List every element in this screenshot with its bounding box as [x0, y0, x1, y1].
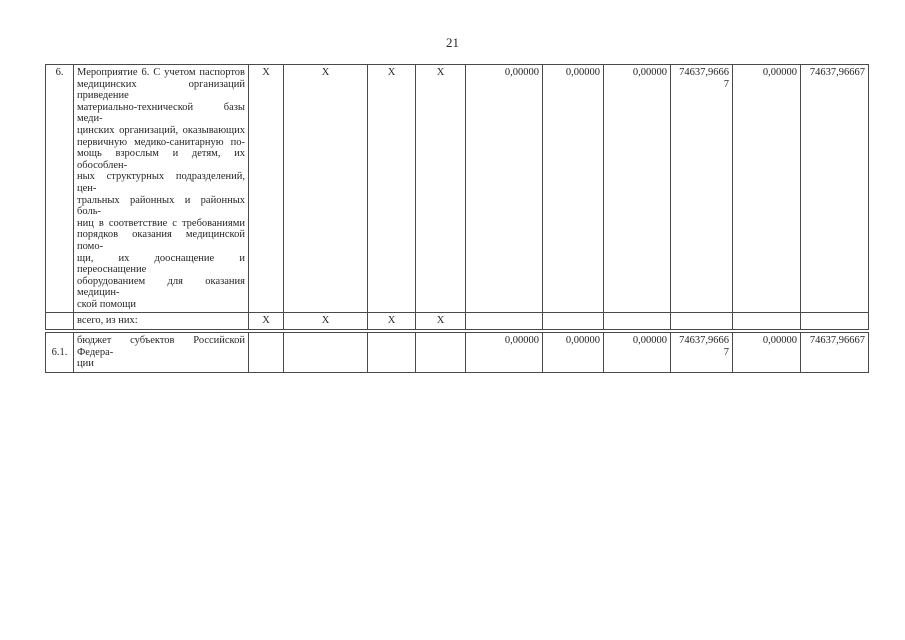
description-line: ниц в соответствие с требованиями [77, 217, 245, 229]
x-mark-cell [368, 331, 416, 372]
value-cell: 0,00000 [466, 65, 543, 313]
value-cell [466, 313, 543, 331]
value-cell: 0,00000 [733, 65, 801, 313]
value-cell: 0,00000 [604, 331, 671, 372]
description-line: материально-технической базы меди- [77, 101, 245, 125]
value-cell: 74637,96667 [671, 65, 733, 313]
value-cell: 74637,96667 [671, 331, 733, 372]
description-cell [74, 331, 249, 372]
x-mark-cell: X [284, 313, 368, 331]
row-number: 6. [55, 67, 64, 78]
description-line: порядков оказания медицинской помо- [77, 229, 245, 252]
description-line: оборудованием для оказания медицин- [77, 275, 245, 299]
description-line: ской помощи [77, 298, 136, 310]
description-line: мощь взрослым и детям, их обособлен- [77, 148, 245, 171]
description-line: медицинских организаций приведение [77, 78, 245, 102]
x-mark-cell: X [416, 313, 466, 331]
description-line: цинских организаций, оказывающих [77, 124, 245, 136]
x-mark-cell: X [249, 65, 284, 313]
budget-measures-table [45, 64, 869, 373]
x-mark-cell: X [368, 313, 416, 331]
row-number-cell: 6.1. [46, 331, 74, 372]
value-cell [604, 313, 671, 331]
table-row-6-1 [46, 331, 869, 372]
table-row-measure-6 [46, 65, 869, 313]
page-number: 21 [446, 35, 459, 50]
description-cell [74, 65, 249, 313]
value-cell: 0,00000 [604, 65, 671, 313]
value-cell: 0,00000 [466, 331, 543, 372]
description-line: щи, их дооснащение и переоснащение [77, 252, 245, 276]
x-mark-cell: X [284, 65, 368, 313]
description-cell [74, 313, 249, 331]
description-line: всего, из них: [77, 315, 138, 327]
table-row-total [46, 313, 869, 331]
value-cell [671, 313, 733, 331]
x-mark-cell: X [416, 65, 466, 313]
value-cell: 0,00000 [733, 331, 801, 372]
x-mark-cell: X [368, 65, 416, 313]
value-cell [733, 313, 801, 331]
description-line: ных структурных подразделений, цен- [77, 171, 245, 194]
x-mark-cell [416, 331, 466, 372]
x-mark-cell [249, 331, 284, 372]
value-cell [801, 313, 869, 331]
row-number-cell [46, 65, 74, 313]
value-cell: 74637,96667 [801, 65, 869, 313]
description-line: первичную медико-санитарную по- [77, 136, 245, 148]
description-line: ции [77, 358, 94, 370]
x-mark-cell [284, 331, 368, 372]
value-cell [543, 313, 604, 331]
value-cell: 74637,96667 [801, 331, 869, 372]
value-cell: 0,00000 [543, 65, 604, 313]
value-cell: 0,00000 [543, 331, 604, 372]
description-line: бюджет субъектов Российской Федера- [77, 335, 245, 358]
row-number-cell [46, 313, 74, 331]
description-line: тральных районных и районных боль- [77, 194, 245, 218]
x-mark-cell: X [249, 313, 284, 331]
description-line: Мероприятие 6. С учетом паспортов [77, 67, 245, 78]
